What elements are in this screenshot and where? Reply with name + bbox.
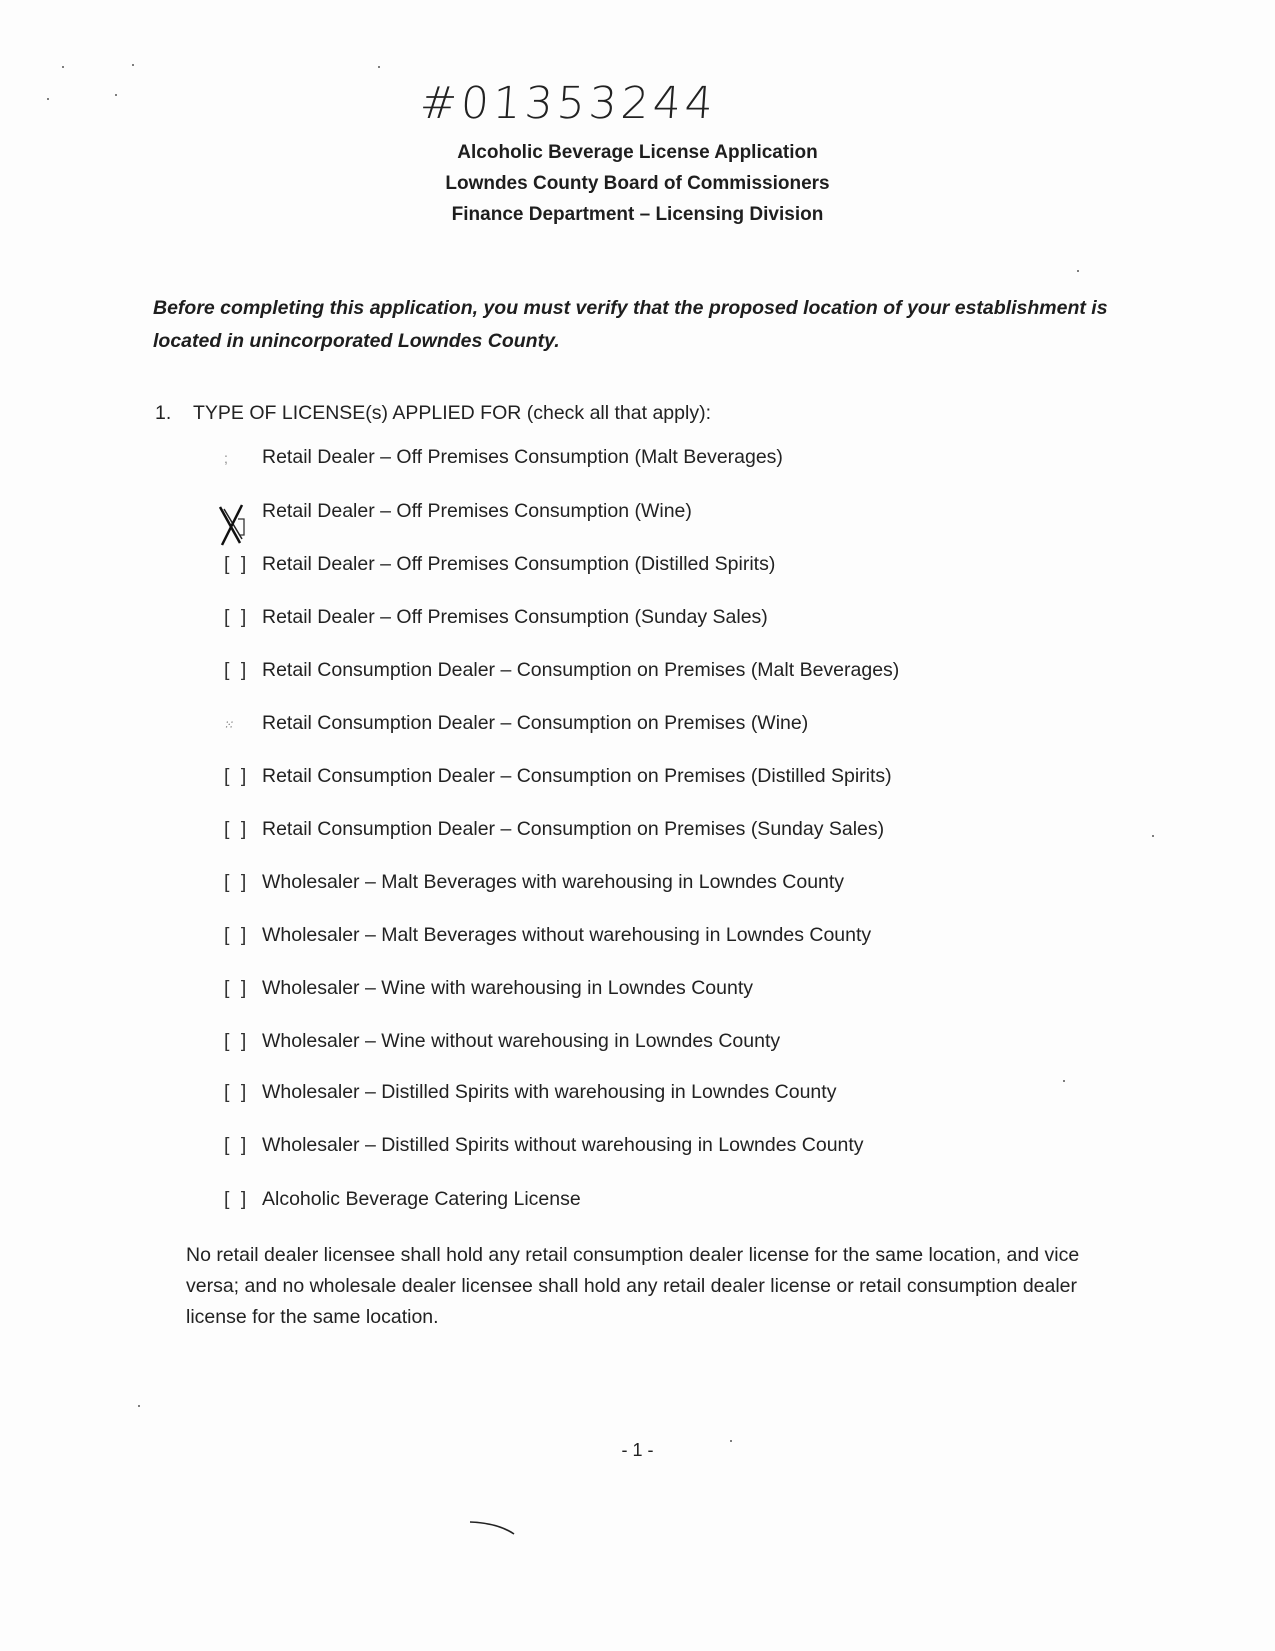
page-number: - 1 -	[621, 1440, 654, 1460]
checkbox[interactable]: [ ]	[224, 924, 250, 946]
option-label: Retail Consumption Dealer – Consumption on Premises (Distilled Spirits)	[262, 765, 892, 787]
option-label: Retail Consumption Dealer – Consumption on Premises (Sunday Sales)	[262, 818, 885, 840]
license-option-wholesale-wine-without[interactable]	[224, 1030, 780, 1053]
option-label: Retail Consumption Dealer – Consumption on Premises (Wine)	[262, 712, 809, 734]
license-option-wholesale-spirits-with[interactable]	[224, 1081, 836, 1104]
location-notice	[153, 292, 1133, 358]
scan-speck	[115, 94, 117, 96]
license-option-retail-off-sunday[interactable]	[224, 606, 768, 629]
checkbox[interactable]: [ ]	[224, 606, 250, 628]
checkbox-smudged[interactable]: ⁙	[224, 718, 238, 732]
document-title: Alcoholic Beverage License Application	[457, 142, 818, 163]
license-option-retail-off-malt[interactable]	[224, 446, 783, 469]
option-label: Wholesaler – Wine with warehousing in Lowndes County	[262, 977, 754, 999]
checkbox[interactable]: [ ]	[224, 1188, 250, 1210]
question-1-heading	[155, 402, 711, 425]
scan-speck	[378, 66, 380, 68]
option-label: Wholesaler – Malt Beverages with warehousing in Lowndes County	[262, 871, 845, 893]
option-label: Retail Dealer – Off Premises Consumption (Distilled Spirits)	[262, 553, 776, 575]
checkbox[interactable]: [ ]	[224, 1030, 250, 1052]
license-option-wholesale-spirits-without[interactable]	[224, 1134, 864, 1157]
option-label: Retail Dealer – Off Premises Consumption (Sunday Sales)	[262, 606, 768, 628]
document-subtitle-board: Lowndes County Board of Commissioners	[445, 173, 830, 194]
option-label: Retail Dealer – Off Premises Consumption (Wine)	[262, 500, 692, 522]
license-option-retail-on-sunday[interactable]	[224, 818, 884, 841]
scan-speck	[730, 1440, 732, 1442]
scan-speck	[62, 66, 64, 68]
option-label: Wholesaler – Distilled Spirits with warehousing in Lowndes County	[262, 1081, 837, 1103]
scan-speck	[1152, 835, 1154, 837]
checkbox[interactable]: [ ]	[224, 553, 250, 575]
location-notice-line-1: Before completing this application, you must verify that the proposed location of your establishment is	[153, 297, 1108, 319]
handwritten-x-check-icon	[216, 503, 252, 547]
location-notice-line-2: located in unincorporated Lowndes County.	[153, 330, 560, 352]
checkbox-faded[interactable]: ;	[224, 450, 231, 466]
option-label: Retail Dealer – Off Premises Consumption (Malt Beverages)	[262, 446, 783, 468]
stray-pen-mark-icon	[468, 1518, 518, 1538]
scan-speck	[132, 64, 134, 66]
license-restriction-paragraph: No retail dealer licensee shall hold any retail consumption dealer license for the same location, and vice versa; and no wholesale dealer licensee shall hold any retail dealer license or retail consumption dealer license for the same location.	[186, 1244, 1080, 1328]
checkbox[interactable]: [ ]	[224, 818, 250, 840]
scan-speck	[1063, 1080, 1065, 1082]
checkbox[interactable]: [ ]	[224, 977, 250, 999]
option-label: Retail Consumption Dealer – Consumption on Premises (Malt Beverages)	[262, 659, 900, 681]
scan-speck	[47, 98, 49, 100]
option-label: Wholesaler – Malt Beverages without warehousing in Lowndes County	[262, 924, 872, 946]
checkbox[interactable]: [ ]	[224, 765, 250, 787]
option-label: Alcoholic Beverage Catering License	[262, 1188, 581, 1210]
scan-speck	[1077, 270, 1079, 272]
license-option-retail-on-spirits[interactable]	[224, 765, 892, 788]
license-option-catering[interactable]	[224, 1188, 581, 1211]
checkbox[interactable]: [ ]	[224, 1134, 250, 1156]
handwritten-application-number: #01353244	[418, 78, 719, 129]
license-option-wholesale-malt-without[interactable]	[224, 924, 871, 947]
license-option-retail-on-malt[interactable]	[224, 659, 899, 682]
option-label: Wholesaler – Wine without warehousing in Lowndes County	[262, 1030, 781, 1052]
license-option-wholesale-malt-with[interactable]	[224, 871, 844, 894]
option-label: Wholesaler – Distilled Spirits without warehousing in Lowndes County	[262, 1134, 864, 1156]
license-option-wholesale-wine-with[interactable]	[224, 977, 753, 1000]
license-option-retail-on-wine[interactable]	[224, 712, 808, 735]
question-number: 1.	[155, 402, 172, 424]
license-option-retail-off-wine[interactable]	[224, 500, 692, 523]
question-label: TYPE OF LICENSE(s) APPLIED FOR (check all that apply):	[193, 402, 711, 424]
license-option-retail-off-spirits[interactable]	[224, 553, 775, 576]
scan-speck	[138, 1405, 140, 1407]
checkbox[interactable]: [ ]	[224, 871, 250, 893]
checkbox[interactable]: [ ]	[224, 659, 250, 681]
document-subtitle-department: Finance Department – Licensing Division	[451, 204, 824, 225]
checkbox[interactable]: [ ]	[224, 1081, 250, 1103]
